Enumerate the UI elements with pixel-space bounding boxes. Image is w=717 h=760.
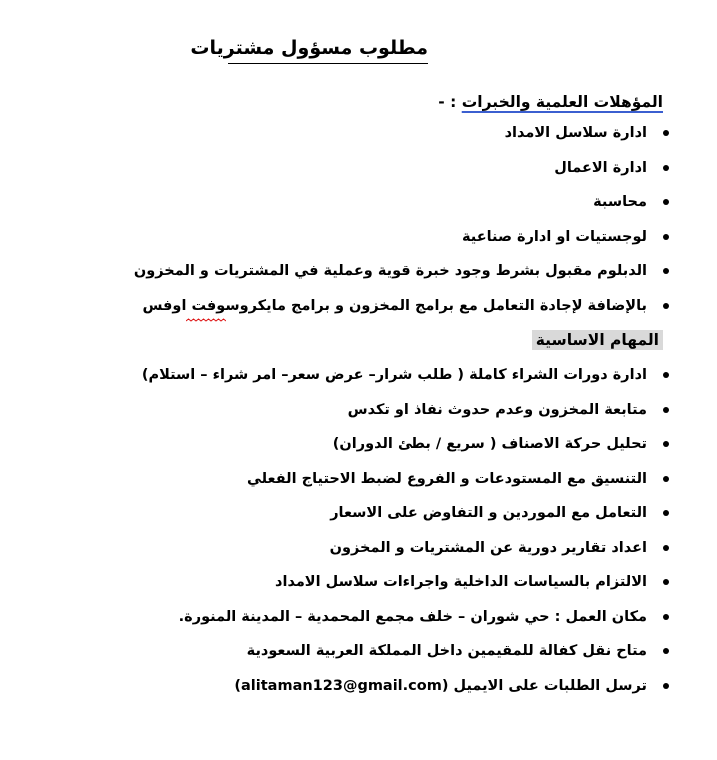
list-item — [129, 118, 669, 153]
bullet-icon — [663, 199, 669, 205]
list-item-text: التعامل مع الموردين و التفاوض على الاسعار — [330, 505, 647, 521]
list-item-text: محاسبة — [593, 194, 647, 210]
qualifications-heading — [434, 90, 663, 114]
bullet-icon — [663, 476, 669, 482]
list-item-text: الالتزام بالسياسات الداخلية واجراءات سلاسل الامداد — [275, 574, 647, 590]
bullet-icon — [663, 648, 669, 654]
list-item — [129, 429, 669, 464]
list-item — [129, 567, 669, 602]
list-item-text: التنسيق مع المستودعات و الفروع لضبط الاحتياج الفعلي — [246, 470, 647, 487]
list-item — [129, 671, 669, 706]
list-item — [129, 464, 669, 499]
bullet-icon — [663, 234, 669, 240]
qualifications-heading-text: المؤهلات العلمية والخبرات — [461, 93, 663, 111]
bullet-icon — [663, 683, 669, 689]
tasks-list — [129, 360, 669, 705]
list-item-text: ادارة الاعمال — [554, 159, 647, 176]
page-title: مطلوب مسؤول مشتريات — [228, 36, 428, 64]
list-item-text: مكان العمل : حي شوران – خلف مجمع المحمدية – المدينة المنورة. — [178, 608, 647, 625]
list-item — [129, 360, 669, 395]
bullet-icon — [663, 130, 669, 136]
bullet-icon — [663, 510, 669, 516]
tasks-heading — [532, 328, 663, 352]
list-item — [129, 395, 669, 430]
list-item-text: ادارة سلاسل الامداد — [504, 125, 647, 141]
bullet-icon — [663, 441, 669, 447]
list-item — [129, 533, 669, 568]
list-item-text: اعداد تقارير دورية عن المشتريات و المخزون — [329, 539, 647, 556]
list-item-text: ترسل الطلبات على الايميل (alitaman123@gmail.com) — [234, 677, 647, 694]
bullet-icon — [663, 579, 669, 585]
list-item-text: بالإضافة لإجادة التعامل مع برامج المخزون و برامج مايكروسوفت اوفس — [142, 297, 647, 314]
list-item — [129, 222, 669, 257]
bullet-icon — [663, 303, 669, 309]
list-item — [129, 187, 669, 222]
bullet-icon — [663, 165, 669, 171]
tasks-heading-text: المهام الاساسية — [532, 330, 663, 350]
spellcheck-underline — [186, 318, 226, 322]
list-item — [129, 602, 669, 637]
list-item-text: الدبلوم مقبول بشرط وجود خبرة قوية وعملية في المشتريات و المخزون — [133, 263, 647, 279]
bullet-icon — [663, 372, 669, 378]
qualifications-heading-suffix: : - — [438, 93, 457, 111]
bullet-icon — [663, 268, 669, 274]
list-item-text: لوجستيات او ادارة صناعية — [461, 228, 647, 245]
list-item-text: متاح نقل كفالة للمقيمين داخل المملكة العربية السعودية — [246, 643, 647, 659]
list-item — [129, 498, 669, 533]
list-item — [129, 153, 669, 188]
bullet-icon — [663, 545, 669, 551]
bullet-icon — [663, 614, 669, 620]
list-item — [129, 256, 669, 291]
qualifications-list — [129, 118, 669, 325]
list-item-text: ادارة دورات الشراء كاملة ( طلب شرار– عرض سعر– امر شراء – استلام) — [141, 367, 647, 383]
list-item-text: متابعة المخزون وعدم حدوث نفاذ او تكدس — [347, 401, 647, 418]
list-item — [129, 636, 669, 671]
list-item-text: تحليل حركة الاصناف ( سريع / بطئ الدوران) — [332, 436, 647, 452]
bullet-icon — [663, 407, 669, 413]
